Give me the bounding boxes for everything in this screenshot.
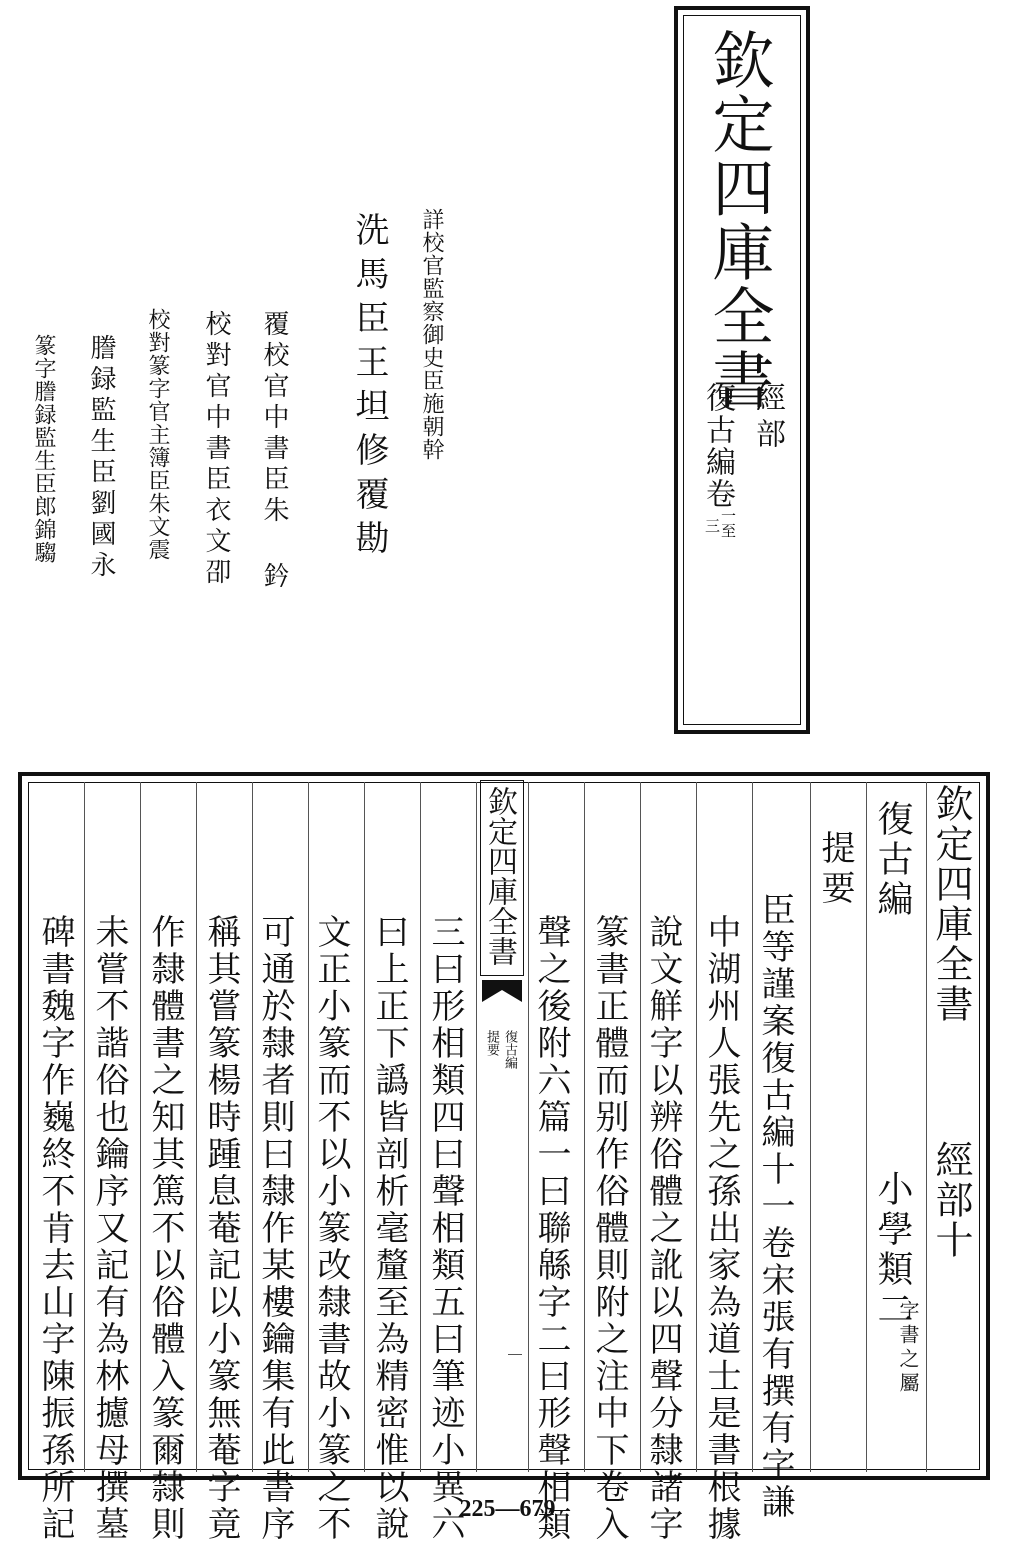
column-rule (866, 782, 867, 1472)
volume-range-first: 一至 (719, 508, 737, 538)
text-column: 文正小篆而不以小篆改隸書故小篆之不 (311, 914, 351, 1543)
text-column: 說文觧字以辨俗體之訛以四聲分隸諸字 (643, 914, 683, 1543)
page-header-title: 欽定四庫全書 (929, 784, 973, 1024)
column-rule (196, 782, 197, 1472)
page-header-section: 經部十 (929, 1140, 973, 1260)
text-column: 稱其嘗篆楊時踵息菴記以小篆無菴字竟 (201, 914, 241, 1543)
book-label: 復古編卷 (700, 382, 735, 510)
column-rule (752, 782, 753, 1472)
official-entry: 謄録監生臣劉國永 (86, 334, 116, 582)
fish-tail-mark (482, 980, 522, 1002)
official-entry: 校對篆字官主簿臣朱文震 (145, 308, 170, 561)
column-rule (308, 782, 309, 1472)
official-entry: 篆字謄録監生臣郎錦騶 (31, 334, 56, 564)
main-title: 欽定四庫全書 (702, 28, 775, 412)
text-column: 臣等謹案復古編十一卷宋張有撰有字謙 (755, 892, 795, 1521)
text-column: 中湖州人張先之孫出家為道士是書根據 (701, 914, 741, 1543)
column-rule (252, 782, 253, 1472)
text-column: 三曰形相類四曰聲相類五曰筆迹小異六 (425, 914, 465, 1543)
text-column: 篆書正體而别作俗體則附之注中下卷入 (589, 914, 629, 1543)
text-column: 未嘗不諧俗也鑰序又記有為林攄母撰墓 (89, 914, 129, 1543)
column-rule (640, 782, 641, 1472)
column-rule (476, 782, 477, 1472)
column-rule (364, 782, 365, 1472)
column-rule (584, 782, 585, 1472)
section-label: 經部 (750, 382, 785, 454)
category-label: 小學類二 (872, 1170, 913, 1330)
center-band-subtitle: 提要 (484, 1030, 499, 1056)
text-column: 聲之後附六篇一曰聯緜字二曰形聲相類 (531, 914, 571, 1543)
column-rule (810, 782, 811, 1472)
official-entry: 校對官中書臣衣文卲 (201, 310, 231, 589)
text-column: 作隸體書之知其篤不以俗體入篆爾隸則 (145, 914, 185, 1543)
volume-range-last: 三 (703, 518, 721, 533)
abstract-heading: 提要 (815, 830, 855, 910)
column-rule (140, 782, 141, 1472)
book-title: 復古編 (872, 800, 913, 920)
column-rule (926, 782, 927, 1472)
official-entry: 覆校官中書臣朱 鈐 (259, 310, 289, 593)
column-rule (696, 782, 697, 1472)
center-band-title: 欽定四庫全書 (482, 786, 517, 966)
official-entry: 洗馬臣王坦修覆勘 (349, 212, 389, 564)
center-band-tick (508, 1354, 522, 1355)
text-column: 碑書魏字作巍終不肯去山字陳振孫所記 (35, 914, 75, 1543)
page-number: 225—679 (459, 1496, 556, 1522)
column-rule (528, 782, 529, 1472)
column-rule (84, 782, 85, 1472)
category-note: 字書之屬 (896, 1300, 920, 1396)
column-rule (420, 782, 421, 1472)
text-column: 可通於隸者則曰隸作某樓鑰集有此書序 (255, 914, 295, 1543)
center-band-book: 復古編 (502, 1030, 517, 1069)
text-column: 曰上正下譌皆剖析毫釐至為精密惟以說 (369, 914, 409, 1543)
official-entry: 詳校官監察御史臣施朝幹 (419, 208, 444, 461)
